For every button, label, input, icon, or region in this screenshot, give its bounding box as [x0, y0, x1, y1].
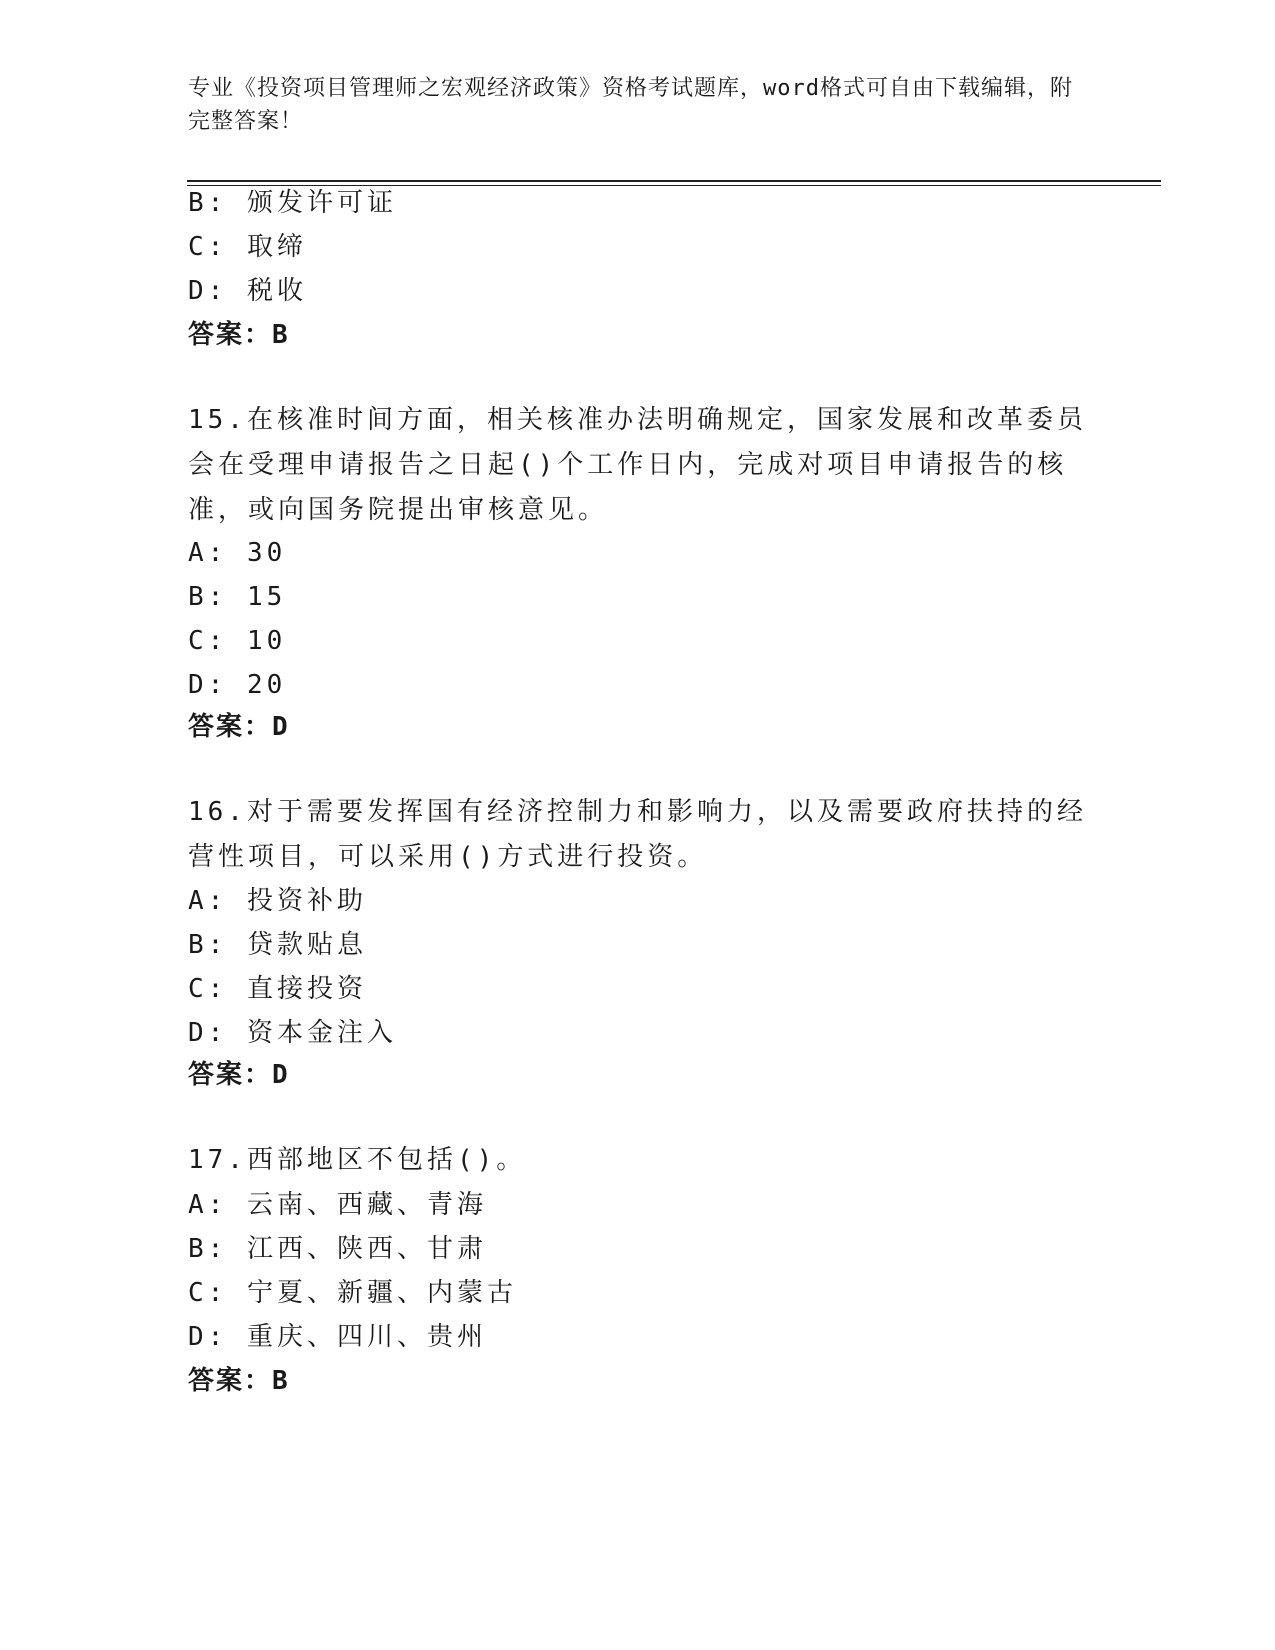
option-b: B: 颁发许可证 [188, 188, 397, 218]
question-text: 16.对于需要发挥国有经济控制力和影响力，以及需要政府扶持的经营性项目，可以采用()方式进行投资。 [188, 797, 1087, 872]
option-a: A: 投资补助 [188, 886, 367, 916]
answer: 答案：D [188, 1060, 290, 1090]
option-d: D: 资本金注入 [188, 1018, 397, 1048]
option-a: A: 30 [188, 538, 287, 568]
option-d: D: 税收 [188, 276, 307, 306]
option-b: B: 15 [188, 582, 287, 612]
answer: 答案：B [188, 1366, 290, 1396]
header-note: 专业《投资项目管理师之宏观经济政策》资格考试题库，word格式可自由下载编辑，附完整答案！ [188, 76, 1073, 134]
option-b: B: 江西、陕西、甘肃 [188, 1234, 487, 1264]
answer: 答案：B [188, 320, 290, 350]
option-c: C: 直接投资 [188, 974, 367, 1004]
option-d: D: 重庆、四川、贵州 [188, 1322, 487, 1352]
option-a: A: 云南、西藏、青海 [188, 1190, 487, 1220]
question-text: 15.在核准时间方面，相关核准办法明确规定，国家发展和改革委员会在受理申请报告之日起()个工作日内，完成对项目申请报告的核准，或向国务院提出审核意见。 [188, 405, 1087, 525]
option-b: B: 贷款贴息 [188, 930, 367, 960]
option-c: C: 宁夏、新疆、内蒙古 [188, 1278, 517, 1308]
option-c: C: 取缔 [188, 232, 307, 262]
question-text: 17.西部地区不包括()。 [188, 1145, 527, 1175]
answer: 答案：D [188, 712, 290, 742]
option-c: C: 10 [188, 626, 287, 656]
header-divider [187, 180, 1161, 182]
option-d: D: 20 [188, 670, 287, 700]
